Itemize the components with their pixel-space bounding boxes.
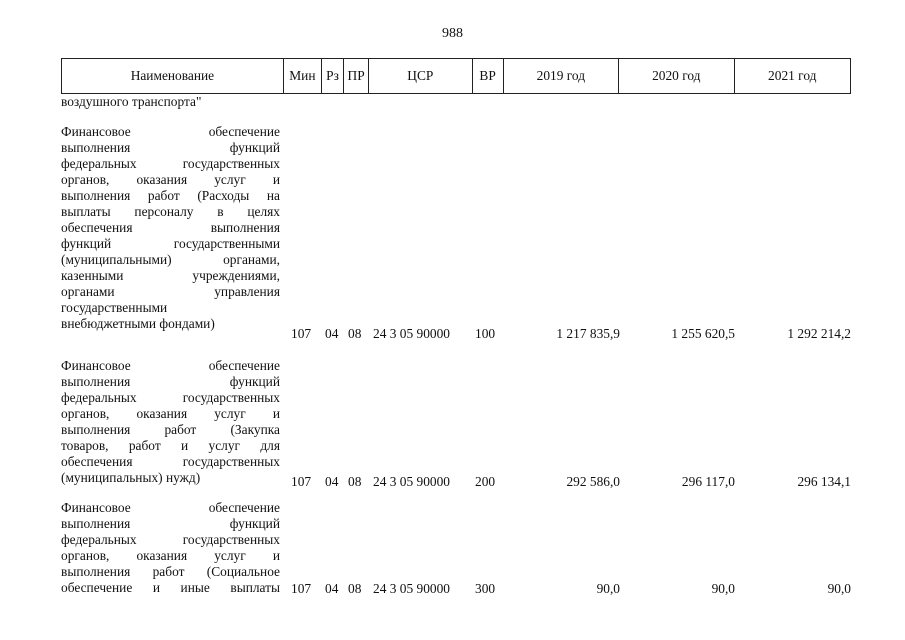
cell-2019: 292 586,0 (566, 474, 620, 489)
name-line: органами управления (61, 284, 280, 299)
cell-2020: 1 255 620,5 (671, 326, 735, 341)
name-line: выплаты персоналу в целях (61, 204, 280, 219)
name-line: выполнения работ (Расходы на (61, 188, 280, 203)
cell-vr: 200 (475, 474, 496, 489)
name-line: выполнения функций (61, 516, 280, 531)
header-pr: ПР (344, 59, 369, 94)
table-row (61, 500, 851, 600)
cell-min: 107 (291, 581, 312, 596)
header-rz: Рз (321, 59, 343, 94)
page-number: 988 (442, 26, 463, 41)
continuation-text: воздушного транспорта" (61, 94, 202, 109)
header-2021: 2021 год (734, 59, 850, 94)
name-line: федеральных государственных (61, 532, 280, 547)
cell-csr: 24 3 05 90000 (373, 581, 450, 596)
name-line: федеральных государственных (61, 390, 280, 405)
name-line: выполнения функций (61, 374, 280, 389)
row-name (61, 500, 280, 596)
header-csr: ЦСР (369, 59, 472, 94)
cell-min: 107 (291, 326, 312, 341)
cell-pr: 08 (348, 474, 362, 489)
table-row (61, 124, 851, 341)
name-line: органов, оказания услуг и (61, 172, 280, 187)
budget-table (61, 58, 851, 94)
header-min: Мин (283, 59, 321, 94)
name-line: обеспечения выполнения (61, 220, 280, 235)
cell-csr: 24 3 05 90000 (373, 474, 450, 489)
name-line: (муниципальными) органами, (61, 252, 280, 267)
name-line: государственными (61, 300, 168, 315)
cell-vr: 100 (475, 326, 496, 341)
header-vr: ВР (472, 59, 503, 94)
name-line: (муниципальных) нужд) (61, 470, 201, 485)
name-line: товаров, работ и услуг для (61, 438, 280, 453)
name-line: Финансовое обеспечение (61, 124, 280, 139)
name-line: функций государственными (61, 236, 280, 251)
cell-csr: 24 3 05 90000 (373, 326, 450, 341)
cell-rz: 04 (325, 581, 339, 596)
name-line: выполнения работ (Социальное (61, 564, 280, 579)
cell-2019: 90,0 (596, 581, 620, 596)
name-line: выполнения функций (61, 140, 280, 155)
name-line: Финансовое обеспечение (61, 500, 280, 515)
cell-rz: 04 (325, 474, 339, 489)
header-2019: 2019 год (503, 59, 618, 94)
table-row (61, 358, 851, 489)
name-line: внебюджетными фондами) (61, 316, 215, 331)
name-line: казенными учреждениями, (61, 268, 280, 283)
header-row (62, 59, 851, 94)
header-2020: 2020 год (619, 59, 734, 94)
cell-pr: 08 (348, 326, 362, 341)
cell-min: 107 (291, 474, 312, 489)
name-line: Финансовое обеспечение (61, 358, 280, 373)
cell-2021: 296 134,1 (797, 474, 851, 489)
cell-2021: 90,0 (827, 581, 851, 596)
name-line: обеспечения государственных (61, 454, 280, 469)
cell-2020: 90,0 (711, 581, 735, 596)
name-line: выполнения работ (Закупка (61, 422, 280, 437)
cell-2020: 296 117,0 (681, 474, 735, 489)
cell-vr: 300 (475, 581, 496, 596)
name-line: обеспечение и иные выплаты (61, 580, 280, 595)
name-line: органов, оказания услуг и (61, 548, 280, 563)
cell-pr: 08 (348, 581, 362, 596)
row-name (61, 124, 280, 332)
cell-2019: 1 217 835,9 (556, 326, 620, 341)
table-header (62, 59, 851, 94)
cell-rz: 04 (325, 326, 339, 341)
cell-2021: 1 292 214,2 (787, 326, 851, 341)
name-line: органов, оказания услуг и (61, 406, 280, 421)
name-line: федеральных государственных (61, 156, 280, 171)
header-name: Наименование (62, 59, 284, 94)
row-name (61, 358, 280, 486)
